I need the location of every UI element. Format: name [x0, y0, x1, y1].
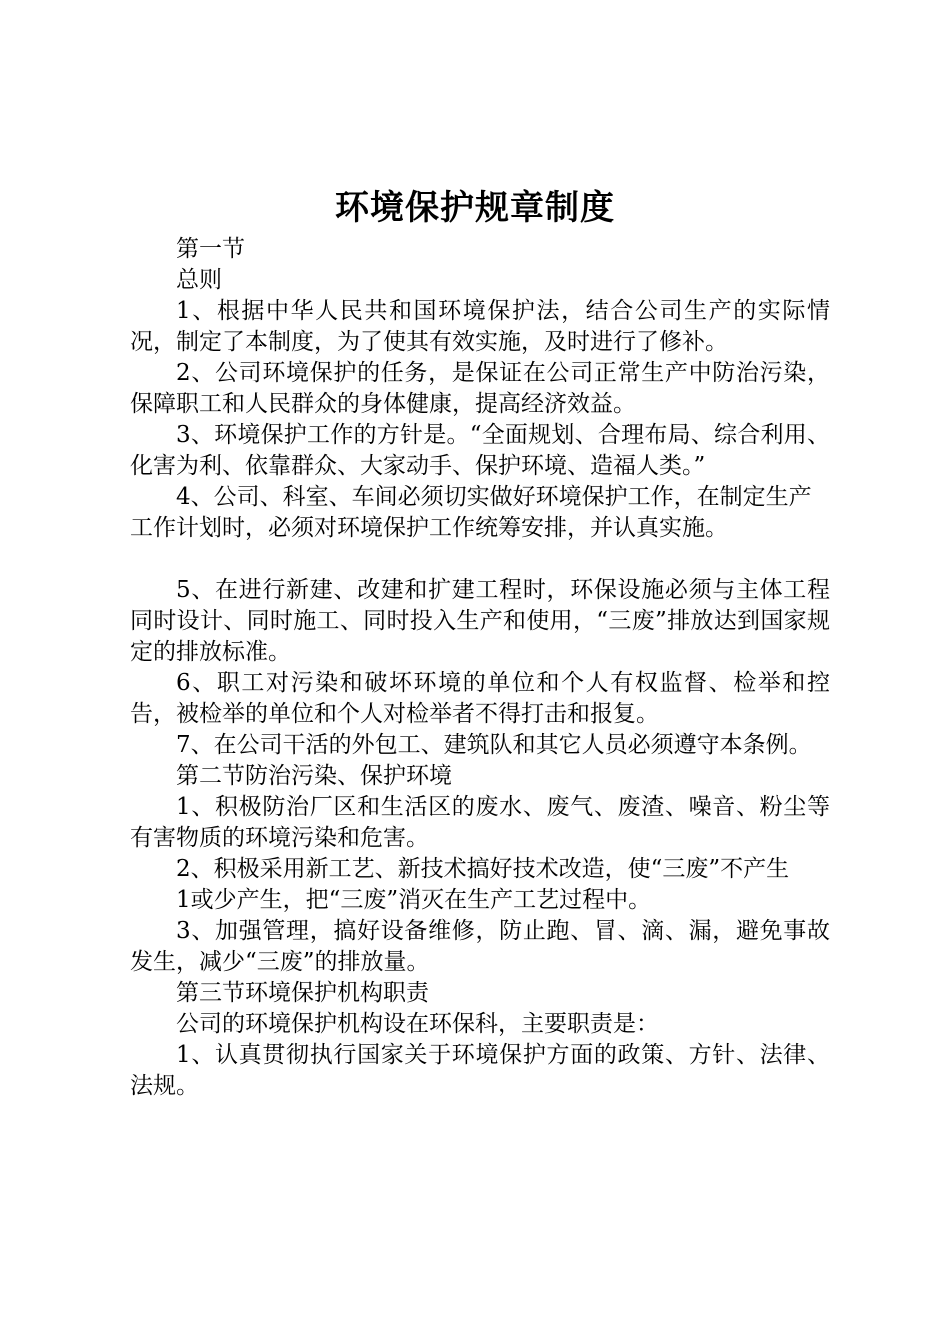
section-subheading: 总则: [176, 267, 222, 293]
paragraph: 2、公司环境保护的任务，是保证在公司正常生产中防治污染，保障职工和人民群众的身体健康，提高经济效益。: [130, 360, 830, 417]
section-heading: 第一节: [176, 236, 245, 262]
paragraph: 1、根据中华人民共和国环境保护法，结合公司生产的实际情况，制定了本制度，为了使其有效实施，及时进行了修补。: [130, 298, 830, 355]
paragraph: 5、在进行新建、改建和扩建工程时，环保设施必须与主体工程同时设计、同时施工、同时投入生产和使用，“三废”排放达到国家规定的排放标准。: [130, 577, 830, 665]
paragraph: 2、积极采用新工艺、新技术搞好技术改造，使“三废”不产生: [176, 856, 790, 882]
section-heading: 第三节环境保护机构职责: [176, 980, 429, 1006]
paragraph: 7、在公司干活的外包工、建筑队和其它人员必须遵守本条例。: [176, 732, 812, 758]
paragraph: 3、环境保护工作的方针是。“全面规划、合理布局、综合利用、化害为利、依靠群众、大家动手、保护环境、造福人类。”: [130, 422, 830, 479]
paragraph: 1或少产生，把“三废”消灭在生产工艺过程中。: [176, 887, 652, 913]
paragraph: 6、职工对污染和破坏环境的单位和个人有权监督、检举和控告，被检举的单位和个人对检举者不得打击和报复。: [130, 670, 830, 727]
paragraph: 1、认真贯彻执行国家关于环境保护方面的政策、方针、法律、法规。: [130, 1042, 830, 1099]
paragraph: 公司的环境保护机构设在环保科，主要职责是：: [176, 1011, 659, 1037]
document-body: [130, 234, 830, 1102]
section-heading: 第二节防治污染、保护环境: [176, 763, 452, 789]
paragraph: 1、积极防治厂区和生活区的废水、废气、废渣、噪音、粉尘等有害物质的环境污染和危害。: [130, 794, 830, 851]
paragraph: 3、加强管理，搞好设备维修，防止跑、冒、滴、漏，避免事故发生，减少“三废”的排放量。: [130, 918, 830, 975]
document-title: 环境保护规章制度: [335, 188, 615, 228]
paragraph: 4、公司、科室、车间必须切实做好环境保护工作，在制定生产工作计划时，必须对环境保护工作统筹安排，并认真实施。: [130, 484, 812, 541]
